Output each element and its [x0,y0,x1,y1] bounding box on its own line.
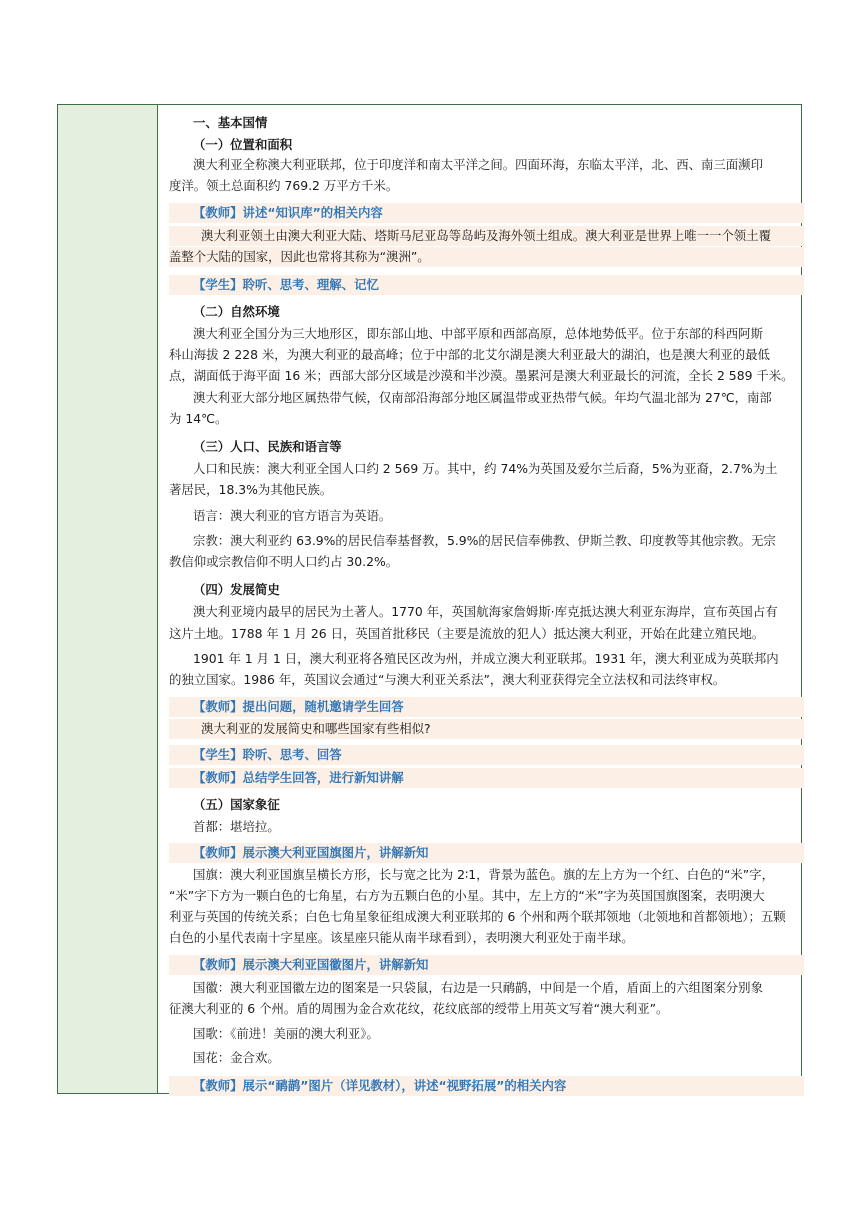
text-line: 【教师】展示“鸸鹋”图片（详见教材），讲述“视野拓展”的相关内容 [169,1076,804,1096]
text-line: （五）国家象征 [193,797,280,812]
text-line: 【学生】聆听、思考、理解、记忆 [169,275,804,295]
text-line: 澳大利亚全国分为三大地形区，即东部山地、中部平原和西部高原，总体地势低平。位于东部的科西阿斯 [193,326,763,341]
text-line: 国旗：澳大利亚国旗呈横长方形，长与宽之比为 2∶1，背景为蓝色。旗的左上方为一个红、白色的“米”字， [193,867,774,882]
text-line: 点，湖面低于海平面 16 米；西部大部分区域是沙漠和半沙漠。墨累河是澳大利亚最长的河流，全长 2 589 千米。 [169,368,794,383]
text-line: 利亚与英国的传统关系；白色七角星象征组成澳大利亚联邦的 6 个州和两个联邦领地（北领地和首都领地）；五颗 [169,909,786,924]
text-line: 首都：堪培拉。 [193,819,280,834]
text-line: 盖整个大陆的国家，因此也常将其称为“澳洲”。 [169,247,804,267]
text-line: （三）人口、民族和语言等 [193,439,342,454]
text-line: 一、基本国情 [193,115,268,130]
text-line: 澳大利亚全称澳大利亚联邦，位于印度洋和南太平洋之间。四面环海，东临太平洋，北、西、南三面濒印 [193,157,763,172]
text-line: 宗教：澳大利亚约 63.9%的居民信奉基督教，5.9%的居民信奉佛教、伊斯兰教、印度教等其他宗教。无宗 [193,533,776,548]
text-line: 为 14℃。 [169,411,228,426]
text-line: “米”字下方为一颗白色的七角星，右方为五颗白色的小星。其中，左上方的“米”字为英国国旗图案，表明澳大 [169,888,765,903]
text-line: 澳大利亚领土由澳大利亚大陆、塔斯马尼亚岛等岛屿及海外领土组成。澳大利亚是世界上唯一一个领土覆 [169,226,804,246]
text-line: 1901 年 1 月 1 日，澳大利亚将各殖民区改为州，并成立澳大利亚联邦。1931 年，澳大利亚成为英联邦内 [193,651,779,666]
text-line: 国歌：《前进！美丽的澳大利亚》。 [193,1026,379,1041]
text-line: 【教师】展示澳大利亚国徽图片，讲解新知 [169,955,804,975]
text-line: 澳大利亚大部分地区属热带气候，仅南部沿海部分地区属温带或亚热带气候。年均气温北部为 27℃，南部 [193,390,772,405]
text-line: 【教师】提出问题，随机邀请学生回答 [169,697,804,717]
text-line: 【教师】讲述“知识库”的相关内容 [169,203,804,223]
text-line: 科山海拔 2 228 米，为澳大利亚的最高峰；位于中部的北艾尔湖是澳大利亚最大的湖泊，也是澳大利亚的最低 [169,347,770,362]
text-line: 【学生】聆听、思考、回答 [169,745,804,765]
text-line: 澳大利亚的发展简史和哪些国家有些相似? [169,719,804,739]
text-line: （一）位置和面积 [193,137,293,152]
left-column [58,105,158,1093]
lesson-table [57,104,802,1094]
text-line: 国花：金合欢。 [193,1050,280,1065]
text-line: （四）发展简史 [193,582,280,597]
text-line: 【教师】展示澳大利亚国旗图片，讲解新知 [169,843,804,863]
text-line: 白色的小星代表南十字星座。该星座只能从南半球看到），表明澳大利亚处于南半球。 [169,930,634,945]
text-line: 人口和民族：澳大利亚全国人口约 2 569 万。其中，约 74%为英国及爱尔兰后裔，5%为亚裔，2.7%为土 [193,461,778,476]
text-line: 度洋。领土总面积约 769.2 万平方千米。 [169,178,399,193]
content-column [159,105,801,1093]
text-line: 这片土地。1788 年 1 月 26 日，英国首批移民（主要是流放的犯人）抵达澳大利亚，开始在此建立殖民地。 [169,626,765,641]
text-line: 语言：澳大利亚的官方语言为英语。 [193,508,392,523]
text-line: 的独立国家。1986 年，英国议会通过“与澳大利亚关系法”，澳大利亚获得完全立法权和司法终审权。 [169,672,726,687]
text-line: （二）自然环境 [193,304,280,319]
text-line: 国徽：澳大利亚国徽左边的图案是一只袋鼠，右边是一只鸸鹋，中间是一个盾，盾面上的六组图案分别象 [193,980,763,995]
text-line: 教信仰或宗教信仰不明人口约占 30.2%。 [169,554,399,569]
text-line: 著居民，18.3%为其他民族。 [169,482,333,497]
text-line: 征澳大利亚的 6 个州。盾的周围为金合欢花纹，花纹底部的绶带上用英文写着“澳大利亚”。 [169,1001,669,1016]
text-line: 【教师】总结学生回答，进行新知讲解 [169,768,804,788]
text-line: 澳大利亚境内最早的居民为土著人。1770 年，英国航海家詹姆斯·库克抵达澳大利亚东海岸，宣布英国占有 [193,604,778,619]
